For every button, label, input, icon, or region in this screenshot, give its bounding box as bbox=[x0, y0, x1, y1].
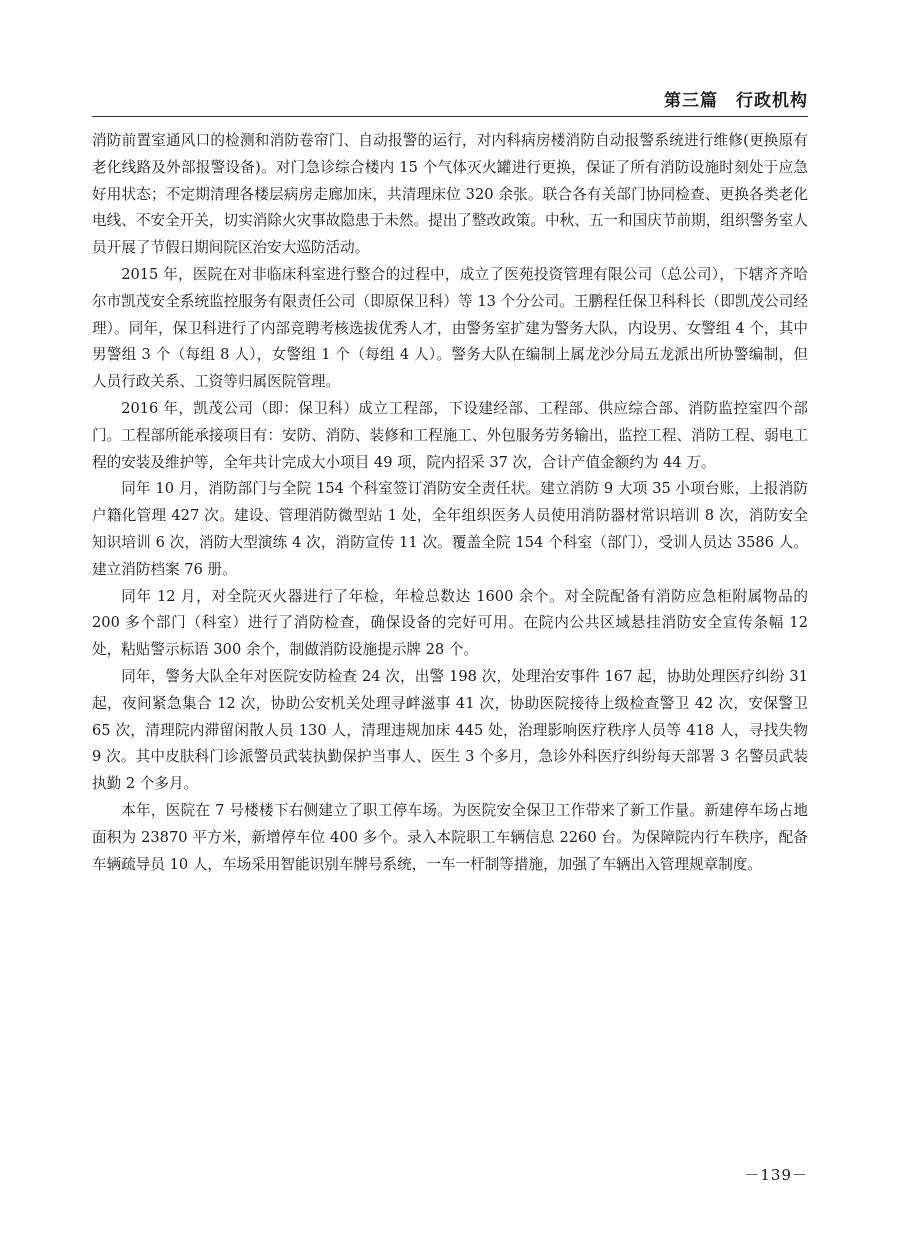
running-header bbox=[92, 86, 808, 110]
paragraph: 同年，警务大队全年对医院安防检查 24 次，出警 198 次，处理治安事件 167 起，协助处理医疗纠纷 31 起，夜间紧急集合 12 次，协助公安机关处理寻衅滋事 41 次，协助医院接待上级检查警卫 42 次，安保警卫 65 次，清理院内滞留闲散人员 130 人，清理违规加床 445 处，治理影响医疗秩序人员等 418 人，寻找失物 9 次。其中皮肤科门诊派警员武装执勤保护当事人、医生 3 个多月，急诊外科医疗纠纷每天部署 3 名警员武装执勤 2 个多月。 bbox=[92, 667, 808, 793]
paragraph: 消防前置室通风口的检测和消防卷帘门、自动报警的运行，对内科病房楼消防自动报警系统进行维修(更换原有老化线路及外部报警设备)。对门急诊综合楼内 15 个气体灭火罐进行更换，保证了所有消防设施时刻处于应急好用状态；不定期清理各楼层病房走廊加床，共清理床位 320 余张。联合各有关部门协同检查、更换各类老化电线、不安全开关，切实消除火灾事故隐患于未然。提出了整改政策。中秋、五一和国庆节前期，组织警务室人员开展了节假日期间院区治安大巡防活动。 bbox=[92, 132, 808, 257]
section-title: 第三篇 行政机构 bbox=[664, 91, 808, 111]
paragraph: 2015 年，医院在对非临床科室进行整合的过程中，成立了医苑投资管理有限公司（总公司），下辖齐齐哈尔市凯茂安全系统监控服务有限责任公司（即原保卫科）等 13 个分公司。王鹏程任保卫科科长（即凯茂公司经理）。同年，保卫科进行了内部竞聘考核选拔优秀人才，由警务室扩建为警务大队，内设男、女警组 4 个，其中男警组 3 个（每组 8 人），女警组 1 个（每组 4 人）。警务大队在编制上属龙沙分局五龙派出所协警编制，但人员行政关系、工资等归属医院管理。 bbox=[92, 265, 808, 391]
paragraph: 2016 年，凯茂公司（即：保卫科）成立工程部，下设建经部、工程部、供应综合部、消防监控室四个部门。工程部所能承接项目有：安防、消防、装修和工程施工、外包服务劳务输出，监控工程、消防工程、弱电工程的安装及维护等，全年共计完成大小项目 49 项，院内招采 37 次，合计产值金额约为 44 万。 bbox=[92, 399, 808, 471]
header-divider bbox=[92, 116, 808, 117]
paragraph: 同年 12 月，对全院灭火器进行了年检，年检总数达 1600 余个。对全院配备有消防应急柜附属物品的 200 多个部门（科室）进行了消防检查，确保设备的完好可用。在院内公共区域悬挂消防安全宣传条幅 12 处，粘贴警示标语 300 余个，制做消防设施提示牌 28 个。 bbox=[92, 587, 808, 659]
article-body bbox=[92, 128, 808, 878]
page-number: －139－ bbox=[744, 1166, 808, 1184]
paragraph: 本年，医院在 7 号楼楼下右侧建立了职工停车场。为医院安全保卫工作带来了新工作量。新建停车场占地面积为 23870 平方米，新增停车位 400 多个。录入本院职工车辆信息 2260 台。为保障院内行车秩序，配备车辆疏导员 10 人，车场采用智能识别车牌号系统，一车一杆制等措施，加强了车辆出入管理规章制度。 bbox=[92, 801, 808, 873]
paragraph: 同年 10 月，消防部门与全院 154 个科室签订消防安全责任状。建立消防 9 大项 35 小项台账，上报消防户籍化管理 427 次。建设、管理消防微型站 1 处，全年组织医务人员使用消防器材常识培训 8 次，消防安全知识培训 6 次，消防大型演练 4 次，消防宣传 11 次。覆盖全院 154 个科室（部门），受训人员达 3586 人。建立消防档案 76 册。 bbox=[92, 480, 808, 578]
